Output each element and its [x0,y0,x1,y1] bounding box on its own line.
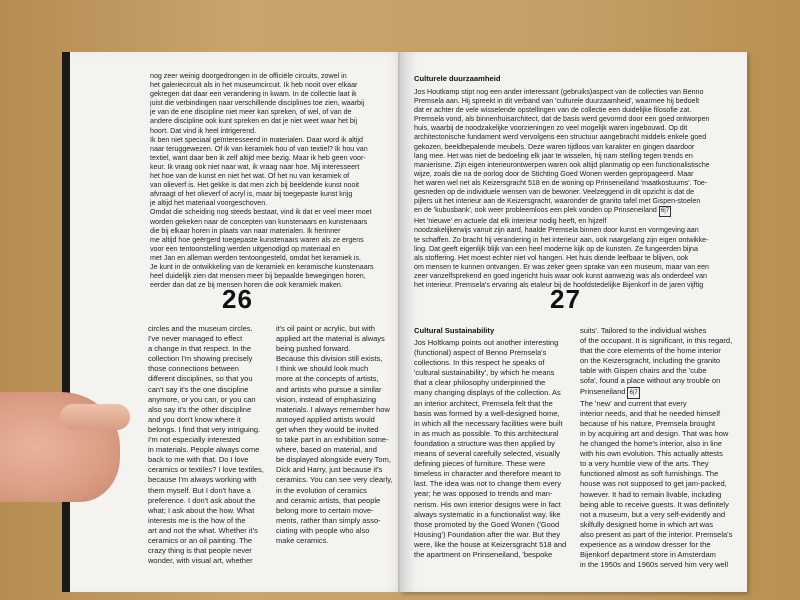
text-line: I'm not especially interested [148,435,241,445]
text-line: Jos Holtkamp points out another interesting [414,338,559,347]
text-line: it's oil paint or acrylic, but with [276,324,375,333]
left-english-column-1 [148,324,268,566]
text-line: applied art the material is always [276,334,385,344]
text-line: The 'new' and current that every [580,398,687,408]
text-line: timeless in character and therefore meant to [414,469,561,479]
text-line: what; I ask about the how. What [148,505,255,515]
text-line: functioned almost as soft furnishings. The [580,469,719,479]
text-line: because I'm always working with [148,475,257,485]
text-line: in materials. People always come [148,445,260,455]
text-line: ceramics or an oil painting. The [148,535,253,545]
text-line: table with Gispen chairs and the 'cube [580,366,707,376]
text-line: them myself. But I don't have a [148,485,251,495]
text-line: last. The idea was not to change them every [414,479,562,489]
text-line: 'cultural sustainability', by which he means [414,368,555,378]
text-line: Premsela vond, als binnenhuisarchitect, dat de basis werd gevormd door een goed ontworpen [414,115,710,124]
text-line: nerism. His own interior designs were in fact [414,499,561,509]
text-line: in which all the necessary facilities were built [414,418,563,428]
text-line: belong more to certain move- [276,505,374,515]
text-line: juist die verbindingen naar verschillende disciplines toe zien, waarbij [150,99,365,108]
text-line: basis was formed by a well-designed home, [414,408,560,418]
text-line: Je kunt in de ontwikkeling van de keramiek en keramische kunstenaars [150,262,374,271]
text-line: om mensen te kunnen ontvangen. Er was zeker geen sprake van een museum, maar van een [414,262,709,271]
text-line: lang mee. Het was niet de bedoeling elk jaar te wisselen, hij nam stelling tegen trends en [414,151,693,160]
left-dutch-text [150,72,400,290]
text-line: gekozen, beeldbepalende meubels. Deze waren tijdloos van karakter en gingen daardoor [414,142,695,151]
text-line: being pushed forward. [276,344,351,354]
text-line: foundation a structure was then applied by [414,438,555,448]
text-line: van olieverf is. Het gekke is dat men zich bij beeldende kunst nooit [150,181,359,190]
text-line: ceramics or textiles? I love textiles, [148,465,264,475]
text-line: Dick and Harry, just because it's [276,465,383,475]
text-line: that the core elements of the home interior [580,346,721,356]
text-line: huis, waarbij de noodzakelijke voorzieningen zo veel mogelijk waren ingebouwd. Op dit [414,124,688,133]
english-section-heading: Cultural Sustainability [414,326,495,335]
text-line: gekregen dat daar een verandering in kwam. In de collectie laat ik [150,90,357,99]
text-line: anymore, or you can, or you can [148,394,256,404]
text-line: not a museum, but a very self-evidently and [580,509,726,519]
text-line: those promoted by the Goed Wonen ('Good [414,519,560,529]
text-line: in the 1950s and 1960s served him very well [580,560,729,570]
text-line: je altijd het materiaal voorgeschoven. [150,199,268,208]
text-line: collections. In this respect he speaks of [414,358,545,368]
text-line: make ceramics. [276,535,329,545]
text-line: heel duidelijk zien dat mensen meer bij bepaalde bewegingen horen, [150,272,366,281]
text-line: architectonische fundament werd vervolgens een structuur aangebracht middels enkele goed [414,133,707,142]
text-line: Premsela aan. Hij spreekt in dit verband van 'culturele duurzaamheid', waarmee hij bedoelt [414,97,700,106]
figure-reference-box: 6|7 [627,387,639,399]
text-line: of the occupant. It is significant, in this regard, [580,336,733,346]
text-line: worden gekeken naar de concepten van kunstenaars en kunstenaars [150,217,368,226]
text-line: on the Keizersgracht, including the granito [580,356,721,366]
text-line: because of his nature, Premsela brought [580,418,716,428]
text-line: preference. I don't ask about the [148,495,256,505]
right-page [400,52,747,592]
page-number-left: 26 [222,284,253,314]
text-line: manierisme. Zijn eigen interieurontwerpen waren ook altijd planmatig op een functionalistische [414,160,710,169]
text-line: naar teruggewezen. Of ik van keramiek hou of van textiel? Ik hou van [150,144,368,153]
text-line: eerder dan dat ze bij mensen horen die ook keramiek maken. [150,281,343,290]
text-line: zeer vanzelfsprekend en goed ingericht huis waar ook kunst aanwezig was als onderdeel van [414,271,707,280]
text-line: skilfully designed home in which art was [580,519,713,529]
text-line: textiel, want daar ben ik zelf altijd mee bezig. Maar ik heb geen voor- [150,153,366,162]
text-line: afvraagt of het olieverf of acryl is, maar bij toegepaste kunst krijg [150,190,353,199]
text-line: circles and the museum circles. [148,324,253,333]
text-line: belongs. I find that very intriguing. [148,424,261,434]
text-line: and ceramic artists, that people [276,495,381,505]
text-line: to take part in an exhibition some- [276,435,389,445]
right-english-column-2 [580,326,742,570]
text-line: Because this division still exists, [276,354,383,364]
text-line: many changing displays of the collection. As [414,388,561,398]
text-line: annoyed applied artists would [276,414,375,424]
text-line: gesneden op de individuele wensen van de bewoner. Veelzeggend in dit opzicht is dat de [414,188,695,197]
text-line: Bijenkorf department store in Amsterdam [580,550,716,560]
text-line: ciating with people who also [276,525,370,535]
text-line: ling. Dat geeft eigenlijk blijk van een heel moderne kijk op de kunsten. Ze fungeerden bijna [414,244,698,253]
text-line: house was not supposed to get jam-packed, [580,479,727,489]
text-line: collection I'm showing precisely [148,354,253,364]
text-line: met Jan en alleman werden tentoongesteld, omdat het keramiek is. [150,253,361,262]
text-line: ments, rather than simply asso- [276,515,381,525]
text-line: me altijd hoe geërgerd toegepaste kunstenaars waren als ze ergens [150,235,364,244]
text-line: Ik ben niet speciaal geïnteresseerd in materialen. Daar word ik altijd [150,135,363,144]
text-line: het waren wel net als Keizersgracht 518 en de woning op Prinseneiland 'maatkostuums'. Toe- [414,178,708,187]
text-line: vision, instead of emphasizing [276,394,377,404]
text-line: also present as part of the interior. Premsela's [580,529,733,539]
text-line: in the evolution of ceramics [276,485,367,495]
text-line: in as much as possible. To this architectural [414,428,559,438]
text-line: that a clear philosophy underpinned the [414,378,546,388]
text-line: a change in that respect. In the [148,344,251,354]
left-page [62,52,408,592]
text-line: being able to receive guests. It was definitely [580,499,729,509]
text-line: te schaffen. Zo bracht hij verandering in het interieur aan, ook naargelang zijn eigen ontwikke- [414,235,709,244]
text-line: wijze, zoals die na de oorlog door de Stichting Goed Wonen werden gepropageerd. Maar [414,169,694,178]
text-line: en de 'kubusbank', ook weer probleemloos een plek vonden op Prinseneiland 6|7 [414,206,736,217]
text-line: het interieur. Premsela's ervaring als etaleur bij de hoofdstedelijke Bijenkorf in de jaren vijftig [414,280,704,289]
text-line: wonder, with visual art, whether [148,556,253,566]
text-line: also say it's the other discipline [148,404,252,414]
text-line: with his own evolution. This actually attests [580,449,723,459]
text-line: interests me is the how of the [148,515,246,525]
text-line: however. It had to remain livable, including [580,489,722,499]
text-line: where, based on material, and [276,445,377,455]
text-line: always systematic in a functionalist way, like [414,509,561,519]
text-line: andere discipline ook kunt spreken en dat je niet weet waar het bij [150,117,358,126]
left-english-column-2 [276,324,404,546]
text-line: als stoffering. Het moest echter niet vol hangen. Het huis diende leefbaar te blijven, ook [414,253,689,262]
text-line: (functional) aspect of Benno Premsela's [414,348,547,358]
page-number-right: 27 [550,284,581,314]
text-line: ceramics. You can see very clearly, [276,475,393,485]
text-line: be displayed alongside every Tom, [276,455,391,465]
text-line: dat er achter de vele wisselende opstellingen van de collectie een duidelijke filosofie zat. [414,106,692,115]
thumb [60,404,130,430]
text-line: and artists who pursue a similar [276,384,382,394]
text-line: nog zeer weinig doorgedrongen in de officiële circuits, zowel in [150,72,347,80]
text-line: I've never managed to effect [148,334,243,344]
text-line: Jos Houtkamp stipt nog een ander interessant (gebruiks)aspect van de collecties van Benno [414,88,704,96]
text-line: crazy thing is that people never [148,546,252,556]
text-line: were, like the house at Keizersgracht 518 and [414,539,567,549]
text-line: experience as a window dresser for the [580,539,711,549]
text-line: the apartment on Prinseneiland, 'bespoke [414,549,553,559]
text-line: materials. I always remember how [276,404,390,414]
text-line: can't say it's the one discipline [148,384,249,394]
open-booklet [62,52,747,592]
text-line: Het 'nieuwe' en actuele dat elk interieur nodig heeft, en hijzelf [414,217,607,226]
text-line: Prinseneiland 6|7 [580,387,742,399]
text-line: in by acquiring art and design. That was how [580,428,729,438]
text-line: those connections between [148,364,239,374]
text-line: an interior architect, Premsela felt that the [414,398,553,408]
right-english-column-1 [414,338,574,560]
text-line: suits'. Tailored to the individual wishes [580,326,707,335]
text-line: die bij elkaar horen in plaats van naar materialen. Ik herinner [150,226,341,235]
text-line: art and not the what. Whether it's [148,525,258,535]
dutch-section-heading: Culturele duurzaamheid [414,74,501,83]
text-line: I think we should look much [276,364,369,374]
figure-reference-box: 6|7 [659,206,671,217]
right-dutch-text [414,88,736,290]
text-line: interior needs, and that he needed himself [580,408,721,418]
text-line: je van de ene discipline niet meer kan spreken, of wel, of van de [150,108,352,117]
text-line: more at the concepts of artists, [276,374,379,384]
text-line: and you don't know where it [148,414,241,424]
text-line: defining pieces of furniture. These were [414,459,546,469]
text-line: keur. Ik vraag ook niet naar wat, ik vraag naar hoe. Mij interesseert [150,162,360,171]
text-line: sofa', found a place without any trouble on [580,376,721,386]
text-line: het galeriecircuit als in het museumcircuit. Ik heb nooit over elkaar [150,81,358,90]
text-line: means of several carefully selected, visually [414,449,560,459]
text-line: he changed the home's interior, also in line [580,439,722,449]
text-line: year; he was opposed to trends and man- [414,489,553,499]
text-line: different disciplines, so that you [148,374,253,384]
text-line: get when they would be invited [276,424,379,434]
text-line: voor een tentoonstelling werden uitgenodigd op materiaal en [150,244,341,253]
text-line: Omdat die scheiding nog steeds bestaat, vind ik dat er veel meer moet [150,208,372,217]
text-line: back to me with that. Do I love [148,455,249,465]
text-line: het hoe van de kunst en niet het wat. Of het nu van keramiek of [150,172,350,181]
text-line: Housing') Foundation after the war. But they [414,529,561,539]
text-line: pijlers uit het interieur aan de Keizersgracht, waaronder de granito tafel met Gispen-stoelen [414,197,701,206]
text-line: hoort. Dat vind ik heel intrigerend. [150,126,257,135]
text-line: noodzakelijkerwijs vanuit zijn aard, haalde Premsela binnen door kunst en vormgeving aan [414,226,699,235]
text-line: to a very humble view of the arts. They [580,459,709,469]
